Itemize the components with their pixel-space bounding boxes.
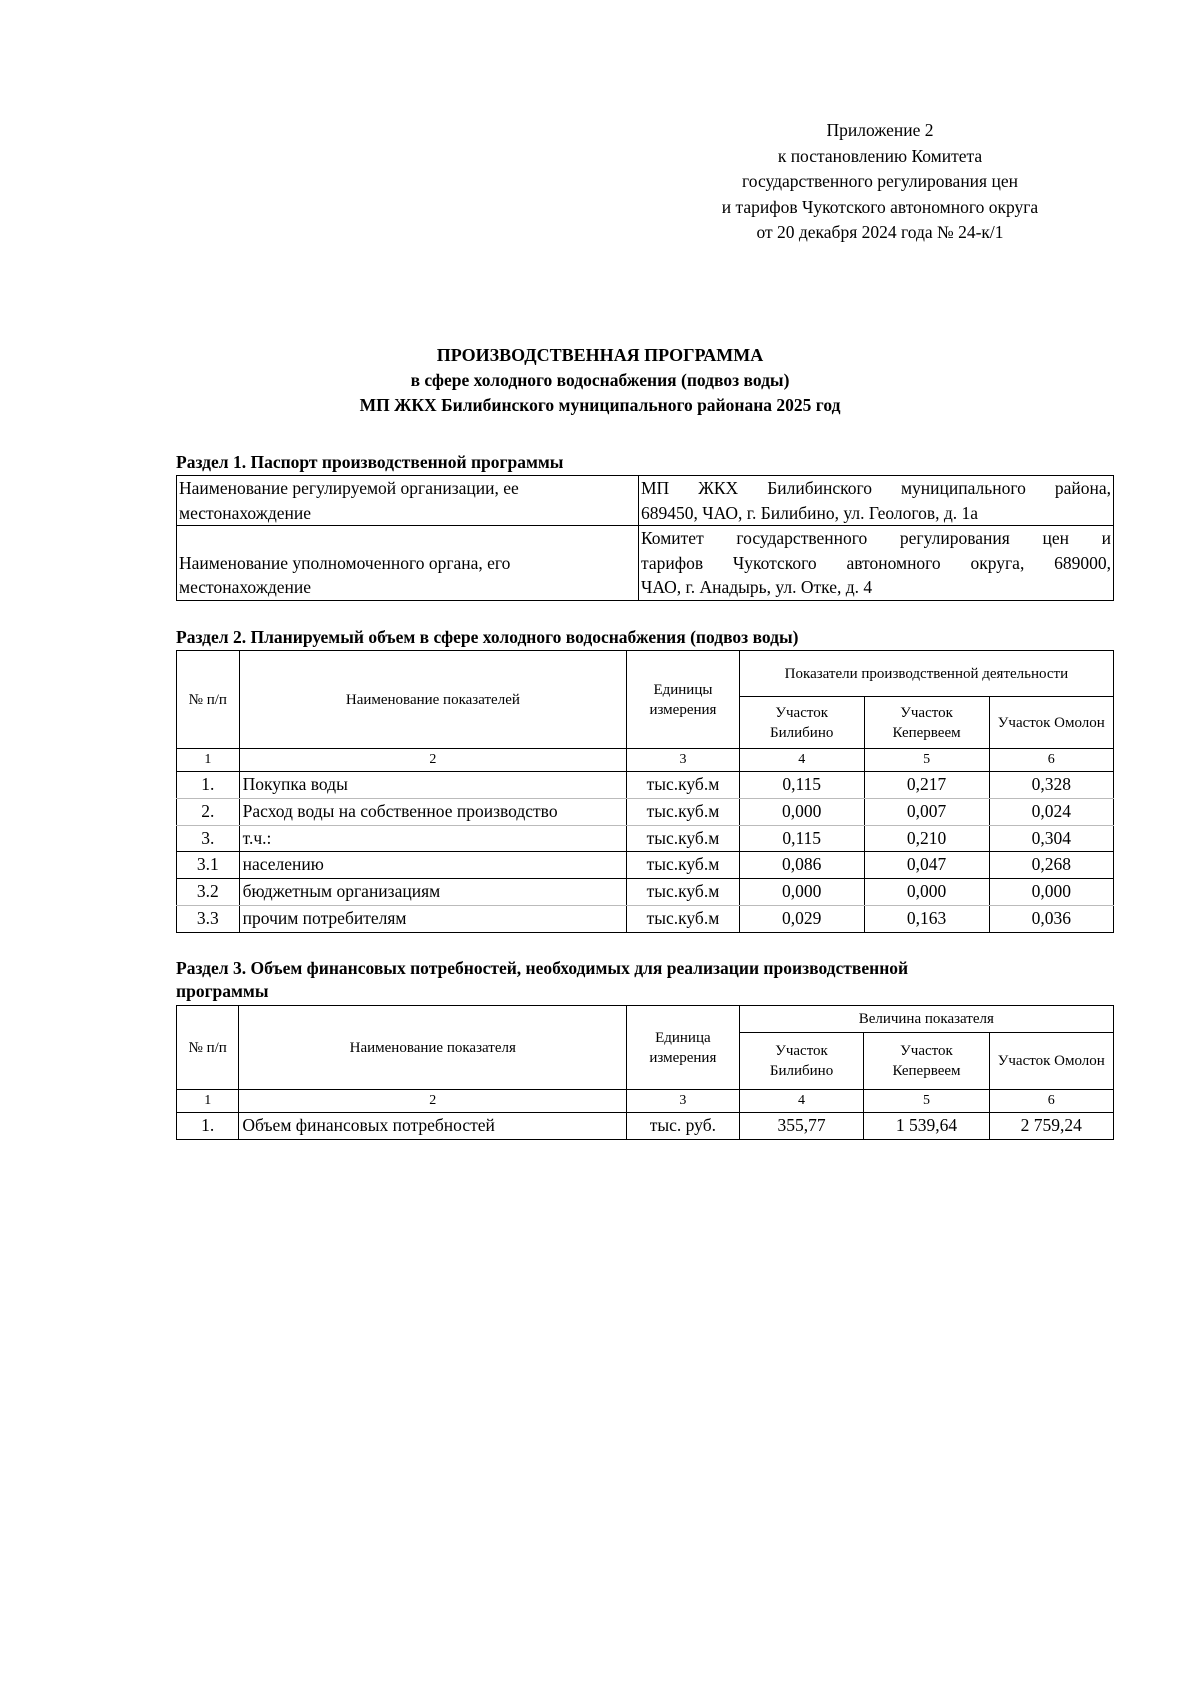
row-value: 0,268: [989, 852, 1113, 879]
index-cell: 6: [989, 749, 1113, 772]
row-value: 0,000: [739, 879, 864, 906]
header-col6: Участок Омолон: [989, 1033, 1113, 1090]
row-value: 0,047: [864, 852, 989, 879]
row-value: 0,163: [864, 905, 989, 932]
row-name: Объем финансовых потребностей: [239, 1113, 627, 1140]
title-main: ПРОИЗВОДСТВЕННАЯ ПРОГРАММА: [436, 345, 764, 365]
row-value: 1 539,64: [864, 1113, 989, 1140]
row-num: 2.: [177, 798, 240, 825]
row-name: Покупка воды: [239, 772, 626, 799]
section3-heading: [176, 957, 908, 1003]
table-row: [177, 1113, 1114, 1140]
index-cell: 4: [739, 749, 864, 772]
passport-label: [177, 476, 639, 526]
header-unit: Единицы измерения: [627, 651, 740, 749]
section3-heading-line: Раздел 3. Объем финансовых потребностей, необходимых для реализации производственной: [176, 958, 909, 978]
row-value: 0,115: [739, 825, 864, 852]
row-value: 0,217: [864, 772, 989, 799]
row-value: 0,036: [989, 905, 1113, 932]
planned-volume-table: [176, 650, 1114, 933]
row-unit: тыс.куб.м: [627, 852, 740, 879]
row-name: прочим потребителям: [239, 905, 626, 932]
passport-label-line: местонахождение: [179, 502, 312, 523]
header-unit: Единица измерения: [627, 1006, 740, 1090]
header-group: Показатели производственной деятельности: [739, 651, 1113, 697]
row-value: 0,024: [989, 798, 1113, 825]
row-num: 3.: [177, 825, 240, 852]
index-cell: 2: [239, 1090, 627, 1113]
row-value: 0,304: [989, 825, 1113, 852]
table-row: [177, 905, 1114, 932]
row-name: т.ч.:: [239, 825, 626, 852]
row-unit: тыс. руб.: [627, 1113, 740, 1140]
row-name: населению: [239, 852, 626, 879]
passport-value-line: тарифов Чукотского автономного округа, 689000,: [641, 552, 1111, 573]
row-num: 3.2: [177, 879, 240, 906]
header-col6: Участок Омолон: [989, 697, 1113, 749]
row-value: 0,029: [739, 905, 864, 932]
table-index-row: [177, 749, 1114, 772]
row-value: 0,007: [864, 798, 989, 825]
row-value: 0,000: [989, 879, 1113, 906]
header-col4: Участок Билибино: [739, 1033, 864, 1090]
passport-value-line: 689450, ЧАО, г. Билибино, ул. Геологов, д. 1а: [641, 502, 979, 523]
table-header-row: [177, 1006, 1114, 1033]
row-unit: тыс.куб.м: [627, 825, 740, 852]
row-num: 1.: [177, 772, 240, 799]
passport-value-line: МП ЖКХ Билибинского муниципального района,: [641, 478, 1111, 498]
header-num: № п/п: [177, 1006, 239, 1090]
header-name: Наименование показателя: [239, 1006, 627, 1090]
table-row: [177, 526, 1114, 601]
index-cell: 4: [739, 1090, 864, 1113]
index-cell: 1: [177, 1090, 239, 1113]
header-name: Наименование показателей: [239, 651, 626, 749]
appendix-line: государственного регулирования цен: [742, 171, 1018, 191]
row-name: Расход воды на собственное производство: [239, 798, 626, 825]
table-row: [177, 879, 1114, 906]
row-value: 0,328: [989, 772, 1113, 799]
table-row: [177, 476, 1114, 526]
row-unit: тыс.куб.м: [627, 879, 740, 906]
row-value: 355,77: [739, 1113, 864, 1140]
row-unit: тыс.куб.м: [627, 905, 740, 932]
table-header-row: [177, 651, 1114, 697]
passport-value-line: ЧАО, г. Анадырь, ул. Отке, д. 4: [641, 577, 873, 597]
table-row: [177, 852, 1114, 879]
header-group: Величина показателя: [739, 1006, 1113, 1033]
passport-value-line: Комитет государственного регулирования цен и: [641, 528, 1111, 548]
index-cell: 1: [177, 749, 240, 772]
header-col5: Участок Кепервеем: [864, 1033, 989, 1090]
index-cell: 2: [239, 749, 626, 772]
section1-heading: Раздел 1. Паспорт производственной программы: [176, 452, 564, 472]
title-subtitle: в сфере холодного водоснабжения (подвоз воды): [410, 370, 790, 390]
appendix-line: к постановлению Комитета: [777, 145, 983, 166]
passport-label-line: Наименование уполномоченного органа, его: [179, 552, 511, 573]
appendix-line: от 20 декабря 2024 года № 24-к/1: [756, 222, 1004, 242]
row-value: 0,210: [864, 825, 989, 852]
row-num: 1.: [177, 1113, 239, 1140]
passport-label-line: Наименование регулируемой организации, ее: [179, 478, 519, 498]
table-row: [177, 798, 1114, 825]
header-col4: Участок Билибино: [739, 697, 864, 749]
passport-table: [176, 475, 1114, 601]
appendix-reference: [680, 118, 1080, 246]
appendix-line: и тарифов Чукотского автономного округа: [721, 196, 1039, 217]
table-index-row: [177, 1090, 1114, 1113]
passport-value: [639, 476, 1114, 526]
header-num: № п/п: [177, 651, 240, 749]
row-value: 0,000: [739, 798, 864, 825]
row-num: 3.1: [177, 852, 240, 879]
index-cell: 5: [864, 1090, 989, 1113]
row-unit: тыс.куб.м: [627, 772, 740, 799]
section3-heading-line: программы: [176, 981, 269, 1001]
table-row: [177, 772, 1114, 799]
passport-value: [639, 526, 1114, 601]
index-cell: 5: [864, 749, 989, 772]
section2-heading: Раздел 2. Планируемый объем в сфере холодного водоснабжения (подвоз воды): [176, 627, 799, 647]
document-title: [150, 343, 1050, 418]
row-name: бюджетным организациям: [239, 879, 626, 906]
passport-label-line: местонахождение: [179, 577, 312, 597]
index-cell: 3: [627, 749, 740, 772]
index-cell: 6: [989, 1090, 1113, 1113]
header-col5: Участок Кепервеем: [864, 697, 989, 749]
index-cell: 3: [627, 1090, 740, 1113]
row-value: 0,086: [739, 852, 864, 879]
row-value: 0,115: [739, 772, 864, 799]
row-value: 0,000: [864, 879, 989, 906]
table-row: [177, 825, 1114, 852]
appendix-line: Приложение 2: [826, 120, 934, 140]
row-num: 3.3: [177, 905, 240, 932]
title-organization: МП ЖКХ Билибинского муниципального районана 2025 год: [359, 395, 841, 415]
passport-label: [177, 526, 639, 601]
row-value: 2 759,24: [989, 1113, 1113, 1140]
row-unit: тыс.куб.м: [627, 798, 740, 825]
financial-needs-table: [176, 1005, 1114, 1140]
